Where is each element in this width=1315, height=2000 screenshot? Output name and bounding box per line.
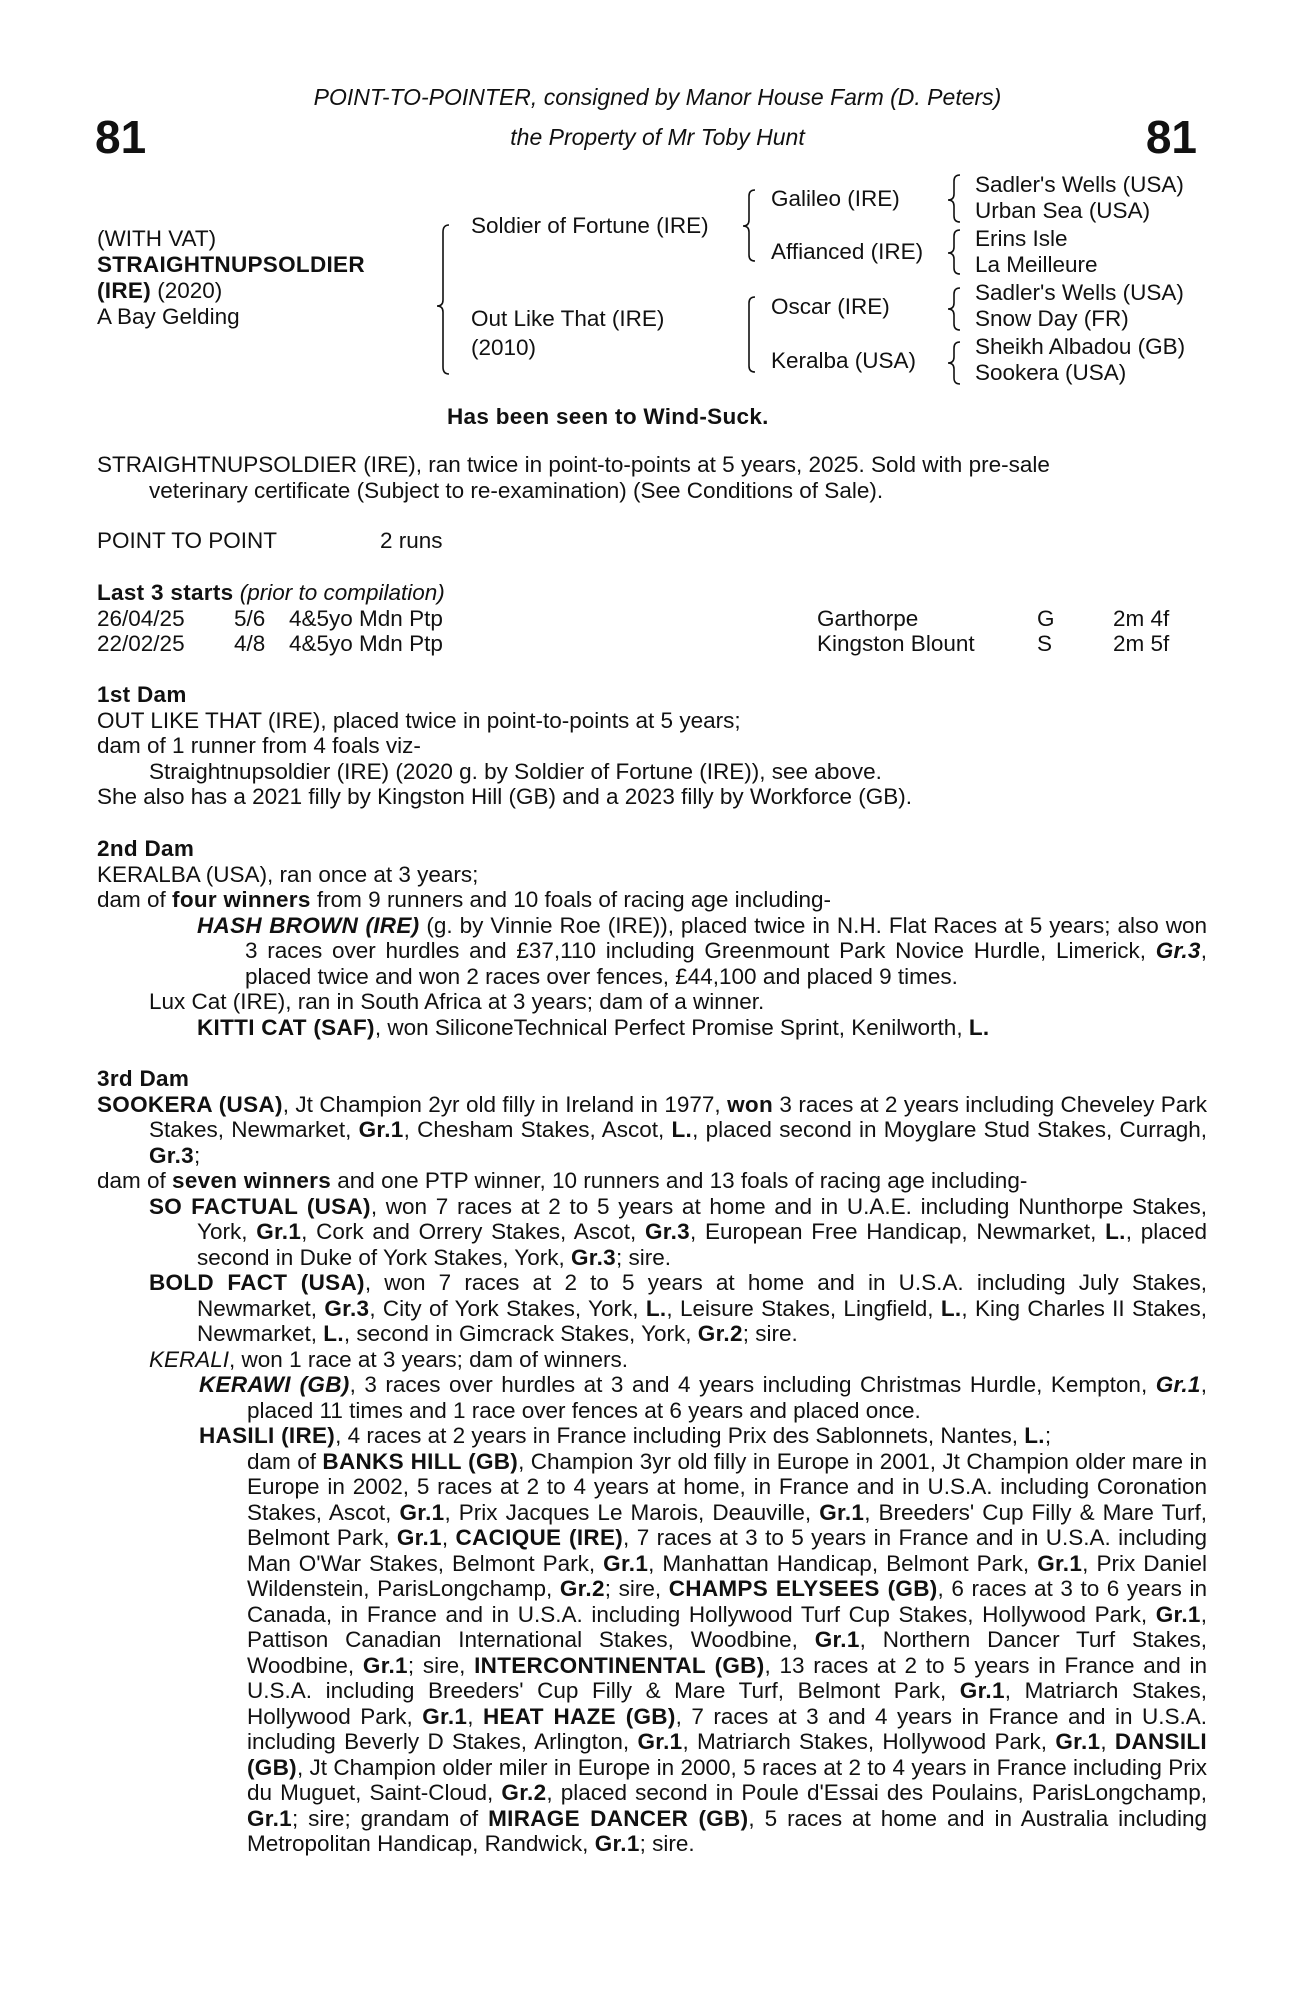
horse-year: (2020) <box>151 278 223 303</box>
grade-label: Gr.3 <box>149 1142 194 1168</box>
text: ; sire. <box>639 1831 695 1856</box>
property-line: the Property of Mr Toby Hunt <box>510 124 805 150</box>
grade-label: Gr.1 <box>594 1831 640 1856</box>
kitti-cat-line <box>97 1015 1207 1041</box>
text: , Matriarch Stakes, Hollywood Park, <box>247 1678 1207 1729</box>
grade-label: Gr.3 <box>644 1219 690 1244</box>
text: , Breeders' Cup Filly & Mare Turf, Belmont Park, <box>247 1499 1207 1550</box>
horse-name: STRAIGHTNUPSOLDIER <box>97 252 365 277</box>
pedigree-dam-sire: Oscar (IRE) <box>771 294 890 319</box>
grade-label: Gr.1 <box>396 1525 442 1550</box>
text: dam of <box>97 1168 173 1193</box>
text: , <box>1100 1729 1115 1754</box>
start-position: 5/6 <box>234 606 266 631</box>
pedigree-dam: Out Like That (IRE) <box>471 306 665 331</box>
kerali-name: KERALI <box>149 1346 230 1372</box>
grade-label: Gr.1 <box>637 1729 683 1754</box>
third-dam-produce-line <box>97 1168 1207 1194</box>
hasili-entry <box>97 1423 1207 1449</box>
text: , European Free Handicap, Newmarket, <box>689 1219 1106 1244</box>
text: , won 1 race at 3 years; dam of winners. <box>229 1346 628 1372</box>
kerawi-name: KERAWI (GB) <box>199 1372 350 1397</box>
consignment-line: POINT-TO-POINTER, consigned by Manor House Farm (D. Peters) <box>313 84 1002 110</box>
pedigree-sire-sire: Galileo (IRE) <box>771 186 900 211</box>
grade-label: Gr.1 <box>814 1627 860 1652</box>
grade-label: Gr.1 <box>422 1703 468 1729</box>
grade-label: Gr.1 <box>1155 1601 1201 1627</box>
text: 3 races at 2 years including Cheveley Park Stakes, Newmarket, <box>149 1091 1207 1142</box>
hash-brown-name: HASH BROWN (IRE) <box>197 912 420 938</box>
first-dam-line-4: She also has a 2021 filly by Kingston Hill (GB) and a 2023 filly by Workforce (GB). <box>97 784 912 809</box>
text: , Pattison Canadian International Stakes, Woodbine, <box>247 1601 1207 1652</box>
kitti-cat-name: KITTI CAT (SAF) <box>197 1014 375 1040</box>
text: , 7 races at 3 to 5 years in France and in U.S.A. including Man O'War Stakes, Belmont Park, <box>247 1525 1207 1576</box>
text: , 5 races at home and in Australia including Metropolitan Handicap, Randwick, <box>247 1805 1207 1856</box>
text: , placed 11 times and 1 race over fences at 6 years and placed once. <box>247 1372 1207 1423</box>
text: and one PTP winner, 10 runners and 13 foals of racing age including- <box>331 1168 1028 1193</box>
text: , 4 races at 2 years in France including Prix des Sablonnets, Nantes, <box>335 1423 1025 1448</box>
listed-label: L. <box>671 1117 693 1142</box>
second-dam-line-2 <box>97 887 1207 913</box>
grade-label: Gr.3 <box>1155 938 1201 963</box>
lux-cat-line: Lux Cat (IRE), ran in South Africa at 3 years; dam of a winner. <box>149 989 765 1014</box>
summary-line-1: STRAIGHTNUPSOLDIER (IRE), ran twice in point-to-points at 5 years, 2025. Sold with pre-sale <box>97 452 1050 477</box>
grade-label: Gr.1 <box>362 1652 408 1678</box>
so-factual-name: SO FACTUAL (USA) <box>149 1193 371 1219</box>
pedigree-dam-dam: Keralba (USA) <box>771 348 917 373</box>
summary-paragraph <box>97 452 1207 503</box>
text: ; <box>1044 1423 1052 1448</box>
vat-label: (WITH VAT) <box>97 226 217 251</box>
text: , Matriarch Stakes, Hollywood Park, <box>682 1729 1056 1754</box>
text: , won 7 races at 2 to 5 years at home and in U.S.A. including July Stakes, Newmarket, <box>197 1270 1208 1321</box>
grade-label: Gr.1 <box>959 1678 1005 1703</box>
pedigree-gg-3: Erins Isle <box>975 226 1068 251</box>
bold-fact-name: BOLD FACT (USA) <box>149 1270 365 1295</box>
grade-label: Gr.1 <box>603 1550 649 1576</box>
text: , Prix Jacques Le Marois, Deauville, <box>444 1499 820 1525</box>
champs-elysees-name: CHAMPS ELYSEES (GB) <box>668 1576 938 1601</box>
pedigree-gg-5: Sadler's Wells (USA) <box>975 280 1184 305</box>
text: dam of <box>97 887 173 912</box>
text: ; sire; grandam of <box>291 1805 489 1831</box>
text: , placed second in Moyglare Stud Stakes, Curragh, <box>692 1117 1207 1142</box>
text: , Leisure Stakes, Lingfield, <box>666 1295 941 1321</box>
first-dam-line-3: Straightnupsoldier (IRE) (2020 g. by Soldier of Fortune (IRE)), see above. <box>149 758 882 784</box>
text: , Prix Daniel Wildenstein, ParisLongchamp, <box>247 1550 1207 1601</box>
text: , second in Gimcrack Stakes, York, <box>343 1321 698 1346</box>
summary-line-2: veterinary certificate (Subject to re-examination) (See Conditions of Sale). <box>149 477 884 503</box>
pedigree-gg-2: Urban Sea (USA) <box>975 198 1151 223</box>
sookera-entry <box>97 1092 1207 1169</box>
bold-fact-entry <box>97 1270 1207 1347</box>
listed-label: L. <box>645 1295 667 1321</box>
text: , Champion 3yr old filly in Europe in 2001, Jt Champion older mare in Europe in 2002, 5 races at 2 to 4 years at home, in France and in U.S.A. including Coronation Stakes, Ascot, <box>247 1448 1208 1525</box>
text: , <box>441 1525 456 1550</box>
start-going: G <box>1037 606 1055 631</box>
text: ; sire, <box>407 1652 475 1678</box>
start-distance: 2m 5f <box>1113 631 1170 656</box>
second-dam-line-1: KERALBA (USA), ran once at 3 years; <box>97 861 479 887</box>
start-distance: 2m 4f <box>1113 606 1170 631</box>
listed-label: L. <box>323 1321 344 1346</box>
text: from 9 runners and 10 foals of racing age including- <box>310 887 831 912</box>
pedigree-sire-dam: Affianced (IRE) <box>771 239 924 264</box>
start-date: 22/02/25 <box>97 631 185 656</box>
grade-label: Gr.2 <box>501 1780 547 1805</box>
hasili-name: HASILI (IRE) <box>199 1423 336 1448</box>
grade-label: Gr.1 <box>247 1805 292 1831</box>
grade-label: Gr.1 <box>256 1219 302 1244</box>
text: , 7 races at 3 and 4 years in France and in U.S.A. including Beverly D Stakes, Arlington, <box>247 1703 1207 1754</box>
pedigree-gg-4: La Meilleure <box>975 252 1098 277</box>
text: , Jt Champion older miler in Europe in 2000, 5 races at 2 to 4 years in France including Prix du Muguet, Saint-Cloud, <box>247 1754 1207 1805</box>
start-course: Kingston Blount <box>817 631 975 656</box>
start-race: 4&5yo Mdn Ptp <box>289 606 443 631</box>
last-starts-title: Last 3 starts <box>97 580 234 605</box>
hash-brown-entry <box>97 913 1207 990</box>
dansili-name: DANSILI (GB) <box>247 1729 1207 1780</box>
won-label: won <box>727 1091 773 1117</box>
text: , won 7 races at 2 to 5 years at home and in U.A.E. including Nunthorpe Stakes, York, <box>197 1193 1207 1244</box>
text: (g. by Vinnie Roe (IRE)), placed twice in N.H. Flat Races at 5 years; also won 3 races over hurdles and £37,110 including Greenmount Park Novice Hurdle, Limerick, <box>245 912 1207 963</box>
start-course: Garthorpe <box>817 606 919 631</box>
text: , placed second in Poule d'Essai des Poulains, ParisLongchamp, <box>546 1780 1207 1805</box>
text: , Northern Dancer Turf Stakes, Woodbine, <box>247 1627 1208 1678</box>
last-starts-note: (prior to compilation) <box>233 580 445 605</box>
pedigree-gg-6: Snow Day (FR) <box>975 306 1129 331</box>
first-dam-line-1: OUT LIKE THAT (IRE), placed twice in point-to-points at 5 years; <box>97 707 741 733</box>
listed-label: L. <box>940 1295 962 1321</box>
third-dam-heading: 3rd Dam <box>97 1066 190 1091</box>
second-dam-heading: 2nd Dam <box>97 836 195 861</box>
text: , Cork and Orrery Stakes, Ascot, <box>301 1219 645 1244</box>
text: , 3 races over hurdles at 3 and 4 years including Christmas Hurdle, Kempton, <box>349 1372 1156 1397</box>
text: , Manhattan Handicap, Belmont Park, <box>648 1550 1038 1576</box>
winners-count: seven winners <box>172 1168 332 1193</box>
lot-number-right: 81 <box>1145 111 1197 163</box>
winners-count: four winners <box>172 887 311 912</box>
grade-label: Gr.2 <box>559 1576 605 1601</box>
text: , placed second in Duke of York Stakes, York, <box>197 1219 1207 1270</box>
start-going: S <box>1037 631 1053 656</box>
start-race: 4&5yo Mdn Ptp <box>289 631 443 656</box>
kerawi-entry <box>97 1372 1207 1423</box>
banks-hill-name: BANKS HILL (GB) <box>322 1448 519 1474</box>
second-dam-section <box>97 836 1207 1040</box>
last-starts-heading <box>97 580 445 606</box>
listed-label: L. <box>1105 1219 1126 1244</box>
pedigree-gg-7: Sheikh Albadou (GB) <box>975 334 1186 359</box>
text: , City of York Stakes, York, <box>369 1295 646 1321</box>
text: , placed twice and won 2 races over fences, £44,100 and placed 9 times. <box>245 938 1207 989</box>
text: ; sire, <box>604 1576 669 1601</box>
grade-label: Gr.1 <box>1055 1729 1101 1754</box>
hash-brown-text <box>149 913 1207 990</box>
text: ; <box>193 1142 201 1168</box>
pedigree-gg-8: Sookera (USA) <box>975 360 1127 385</box>
grade-label: Gr.1 <box>1155 1372 1201 1397</box>
horse-country: (IRE) <box>97 278 151 303</box>
grade-label: Gr.1 <box>399 1499 445 1525</box>
horse-description: A Bay Gelding <box>97 304 240 329</box>
grade-label: Gr.1 <box>358 1117 404 1142</box>
listed-label: L. <box>1024 1423 1045 1448</box>
sookera-name: SOOKERA (USA) <box>97 1091 283 1117</box>
grade-label: Gr.1 <box>819 1499 865 1525</box>
hasili-produce <box>97 1449 1207 1857</box>
text: , <box>467 1703 483 1729</box>
third-dam-section <box>97 1066 1207 1857</box>
text: , Chesham Stakes, Ascot, <box>403 1117 672 1142</box>
start-date: 26/04/25 <box>97 606 185 631</box>
text: dam of <box>247 1448 323 1474</box>
pedigree-sire: Soldier of Fortune (IRE) <box>471 213 709 238</box>
mirage-dancer-name: MIRAGE DANCER (GB) <box>488 1805 749 1831</box>
record-label: POINT TO POINT <box>97 528 278 553</box>
record-value: 2 runs <box>380 528 443 553</box>
first-dam-heading: 1st Dam <box>97 682 187 707</box>
text: , Jt Champion 2yr old filly in Ireland in 1977, <box>282 1091 728 1117</box>
listed-label: L. <box>968 1014 990 1040</box>
intercontinental-name: INTERCONTINENTAL (GB) <box>474 1652 765 1678</box>
grade-label: Gr.1 <box>1037 1550 1083 1576</box>
text: , King Charles II Stakes, Newmarket, <box>197 1295 1208 1346</box>
grade-label: Gr.2 <box>697 1321 743 1346</box>
heat-haze-name: HEAT HAZE (GB) <box>482 1703 676 1729</box>
first-dam-line-2: dam of 1 runner from 4 foals viz- <box>97 733 421 758</box>
start-position: 4/8 <box>234 631 266 656</box>
text: , won SiliconeTechnical Perfect Promise Sprint, Kenilworth, <box>374 1014 969 1040</box>
pedigree-gg-1: Sadler's Wells (USA) <box>975 172 1184 197</box>
grade-label: Gr.3 <box>324 1295 370 1321</box>
so-factual-entry <box>97 1194 1207 1271</box>
lot-number-left: 81 <box>95 111 147 163</box>
wind-suck-note: Has been seen to Wind-Suck. <box>447 404 769 429</box>
first-dam-section <box>97 682 1207 810</box>
grade-label: Gr.3 <box>571 1244 616 1270</box>
cacique-name: CACIQUE (IRE) <box>455 1525 624 1550</box>
text: , 13 races at 2 to 5 years in France and in U.S.A. including Breeders' Cup Filly & Mare Turf, Belmont Park, <box>247 1652 1207 1703</box>
text: , 6 races at 3 to 6 years in Canada, in France and in U.S.A. including Hollywood Turf Cup Stakes, Hollywood Park, <box>247 1576 1208 1627</box>
text: ; sire. <box>742 1321 798 1346</box>
kerali-entry <box>97 1347 1207 1373</box>
text: ; sire. <box>615 1244 671 1270</box>
pedigree-dam-year: (2010) <box>471 335 537 360</box>
